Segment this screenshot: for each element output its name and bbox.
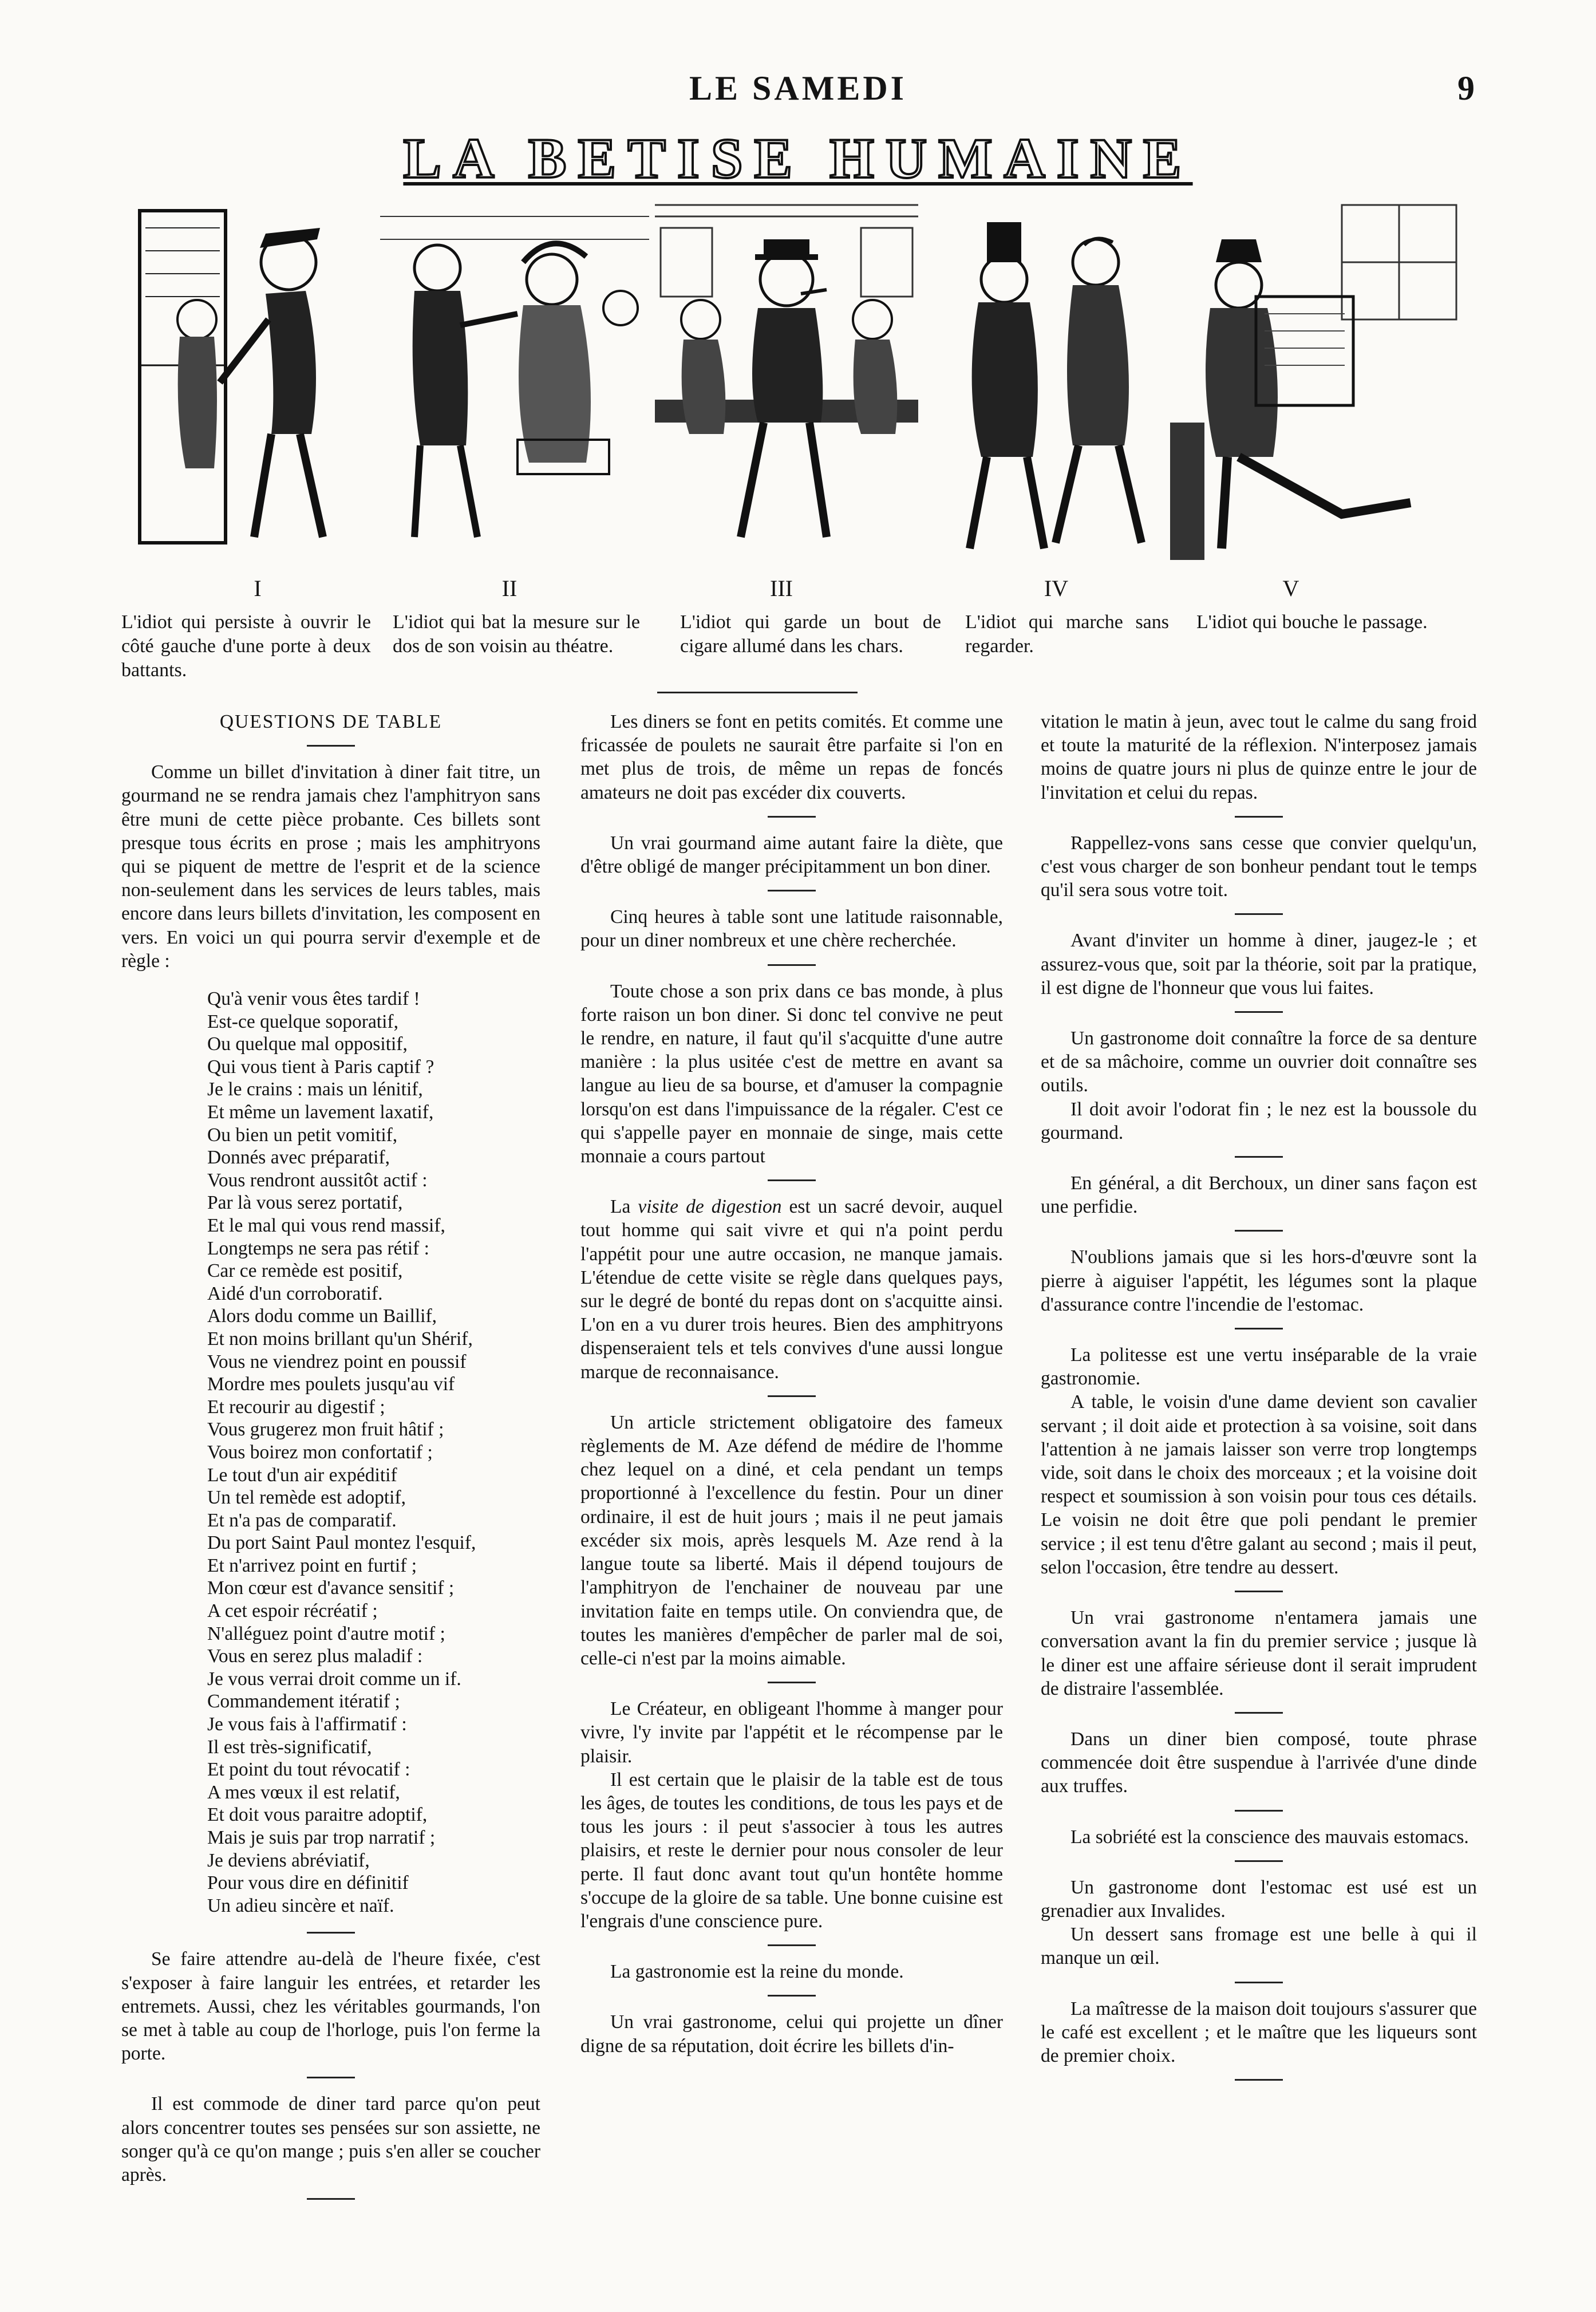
article-column-2 xyxy=(580,710,1003,2058)
section-rule xyxy=(307,2077,355,2078)
paragraph: vitation le matin à jeun, avec tout le calme du sang froid et toute la maturité de la réflexion. N'interposez jamais moins de quatre jours ni plus de quinze entre le jour de l'invitation et celui du repas. xyxy=(1041,711,1477,803)
illustration-panel-1 xyxy=(128,194,374,562)
poem-line: Il est très-significatif, xyxy=(207,1736,372,1758)
section-rule xyxy=(1235,1810,1283,1812)
poem-line: Mordre mes poulets jusqu'au vif xyxy=(207,1374,455,1395)
paragraph: Le Créateur, en obligeant l'homme à manger pour vivre, l'y invite par l'appétit et le récompense par le plaisir. xyxy=(580,1698,1003,1767)
poem-line: Un adieu sincère et naïf. xyxy=(207,1895,394,1916)
paragraph: Un vrai gastronome, celui qui projette un dîner digne de sa réputation, doit écrire les billets d'in- xyxy=(580,2011,1003,2057)
page-header xyxy=(0,69,1596,115)
paragraph: Un article strictement obligatoire des fameux règlements de M. Aze défend de médire de l'homme chez lequel on a diné, et cela pendant un temps proportionné à l'excellence du festin. Pour un diner ordinaire, il est de huit jours ; mais il ne peut jamais excéder six mois, après lesquels M. Aze rend à la langue toute sa liberté. Mais il dépend toujours de l'amphitryon de l'enchainer de nouveau par une invitation faite en temps utile. On conviendra que, de toutes les manières d'empêcher de parler mal de soi, celle-ci n'est par la moins aimable. xyxy=(580,1411,1003,1669)
heading-rule xyxy=(307,745,355,747)
panel-numeral-2: II xyxy=(501,575,517,601)
panel-caption-4: L'idiot qui marche sans regarder. xyxy=(965,611,1169,657)
panel-numeral-1: I xyxy=(254,575,262,601)
poem-line: Car ce remède est positif, xyxy=(207,1260,403,1282)
panel-numeral-5: V xyxy=(1282,575,1299,601)
walking-scene-drawing xyxy=(924,194,1164,562)
paragraph: A table, le voisin d'une dame devient son cavalier servant ; il doit aide et protection à sa voisine, soit dans l'attention à ne jamais laisser son verre trop longtemps vide, soit dans le choix des morceaux ; et la voisine doit respect et soumission à son voisin pour tous ces détails. Le voisin ne doit être que poli pendant le premier service ; il est tenu d'être galant au second ; mais il peut, selon l'occasion, être tendre au dessert. xyxy=(1041,1391,1477,1578)
poem-line: Pour vous dire en définitif xyxy=(207,1872,409,1894)
poem-line: Et point du tout révocatif : xyxy=(207,1759,410,1781)
poem-line: Vous rendront aussitôt actif : xyxy=(207,1169,428,1191)
poem-line: Je vous verrai droit comme un if. xyxy=(207,1668,461,1690)
section-rule xyxy=(768,1179,816,1181)
section-rule xyxy=(1235,1591,1283,1592)
section-rule xyxy=(768,1995,816,1997)
illustration-panel-2 xyxy=(380,194,649,562)
section-rule xyxy=(768,1944,816,1946)
illustration-panel-3 xyxy=(655,194,918,562)
poem-line: Commandement itératif ; xyxy=(207,1691,400,1713)
poem-line: Ou quelque mal oppositif, xyxy=(207,1033,408,1055)
paragraph: N'oublions jamais que si les hors-d'œuvre sont la pierre à aiguiser l'appétit, les légumes sont la plaque d'assurance contre l'incendie de l'estomac. xyxy=(1041,1246,1477,1315)
section-rule xyxy=(1235,1712,1283,1714)
blocking-passage-scene-drawing xyxy=(1170,194,1475,562)
page-number: 9 xyxy=(1457,69,1475,107)
article-column-3 xyxy=(1041,710,1477,2094)
poem-line: Du port Saint Paul montez l'esquif, xyxy=(207,1532,476,1554)
section-rule xyxy=(1235,1982,1283,1983)
poem-line: Et non moins brillant qu'un Shérif, xyxy=(207,1328,473,1350)
paragraph-rest: est un sacré devoir, auquel tout homme qui sait vivre et qui n'a point perdu l'appétit pour une autre occasion, ne manque jamais. L'étendue de cette visite se règle dans quelques pays, sur le degré de bonté du repas dont on s'acquitte ainsi. L'on en a vu durer trois heures. Bien des amphitryons dispenseraient tels et tels convives d'une aussi longue marque de reconnaisance. xyxy=(580,1196,1004,1383)
panel-caption-3: L'idiot qui garde un bout de cigare allumé dans les chars. xyxy=(680,611,941,657)
publication-name: LE SAMEDI xyxy=(689,69,907,107)
section-rule xyxy=(1235,1328,1283,1329)
paragraph: La gastronomie est la reine du monde. xyxy=(610,1961,904,1983)
article-heading: QUESTIONS DE TABLE xyxy=(219,711,443,732)
panel-numeral-3: III xyxy=(770,575,793,601)
poem-line: Qui vous tient à Paris captif ? xyxy=(207,1056,434,1078)
section-rule xyxy=(1235,1230,1283,1232)
poem-line: Alors dodu comme un Baillif, xyxy=(207,1305,437,1327)
section-rule xyxy=(1235,1860,1283,1862)
paragraph-lead: La xyxy=(610,1196,631,1218)
illustration-panel-5 xyxy=(1170,194,1475,562)
theatre-scene-drawing xyxy=(380,194,649,562)
poem-line: Je le crains : mais un lénitif, xyxy=(207,1079,423,1100)
poem-line: N'alléguez point d'autre motif ; xyxy=(207,1623,445,1644)
section-rule xyxy=(307,1932,355,1934)
section-rule xyxy=(307,2198,355,2200)
poem-line: Et même un lavement laxatif, xyxy=(207,1102,434,1123)
poem-line: Vous grugerez mon fruit hâtif ; xyxy=(207,1419,444,1441)
paragraph: Avant d'inviter un homme à diner, jaugez-le ; et assurez-vous que, soit par la théorie, soit par la pratique, il est digne de l'honneur que vous lui faites. xyxy=(1041,930,1477,999)
poem-line: Le tout d'un air expéditif xyxy=(207,1464,397,1486)
paragraph: Un gastronome dont l'estomac est usé est un grenadier aux Invalides. xyxy=(1041,1876,1477,1922)
italic-phrase: visite de digestion xyxy=(638,1196,782,1218)
section-rule xyxy=(1235,2079,1283,2081)
poem-line: Et n'arrivez point en furtif ; xyxy=(207,1555,417,1576)
paragraph: La sobriété est la conscience des mauvais estomacs. xyxy=(1070,1826,1469,1848)
poem-line: Longtemps ne sera pas rétif : xyxy=(207,1237,429,1259)
section-rule xyxy=(1235,913,1283,915)
paragraph: La politesse est une vertu inséparable de la vraie gastronomie. xyxy=(1041,1344,1477,1390)
paragraph: Il est certain que le plaisir de la table est de tous les âges, de toutes les conditions, de tous les pays et de tous les jours : il peut s'associer à tous les autres plaisirs, et reste le dernier pour nous consoler de leur perte. Il faut donc avant tout qu'un hontête homme s'occupe de la gloire de sa table. Une bonne cuisine est l'engrais d'une conscience pure. xyxy=(580,1769,1003,1932)
poem-line: Un tel remède est adoptif, xyxy=(207,1487,406,1509)
door-scene-drawing xyxy=(128,194,374,562)
poem-line: Mais je suis par trop narratif ; xyxy=(207,1827,436,1848)
paragraph: Dans un diner bien composé, toute phrase commencée doit être suspendue à l'arrivée d'une dinde aux truffes. xyxy=(1041,1728,1477,1797)
paragraph: En général, a dit Berchoux, un diner sans façon est une perfidie. xyxy=(1041,1173,1477,1218)
paragraph xyxy=(580,1195,1003,1384)
section-rule xyxy=(768,890,816,891)
poem-line: Qu'à venir vous êtes tardif ! xyxy=(207,988,420,1010)
poem-line: Donnés avec préparatif, xyxy=(207,1147,390,1169)
paragraph: Un gastronome doit connaître la force de sa denture et de sa mâchoire, comme un ouvrier doit connaître ses outils. xyxy=(1041,1028,1477,1096)
paragraph: Un dessert sans fromage est une belle à qui il manque un œil. xyxy=(1041,1924,1477,1969)
page-title: LA BETISE HUMAINE xyxy=(403,127,1193,190)
poem-line: Est-ce quelque soporatif, xyxy=(207,1011,398,1032)
poem-line: Et n'a pas de comparatif. xyxy=(207,1509,397,1531)
poem-line: Mon cœur est d'avance sensitif ; xyxy=(207,1577,455,1599)
paragraph: Un vrai gastronome n'entamera jamais une conversation avant la fin du premier service ; jusque là le diner est une affaire sérieuse dont il serait imprudent de distraire l'assemblée. xyxy=(1041,1607,1477,1699)
poem-line: Aidé d'un corroboratif. xyxy=(207,1283,383,1304)
paragraph: Il doit avoir l'odorat fin ; le nez est la boussole du gourmand. xyxy=(1041,1098,1477,1143)
section-rule xyxy=(768,816,816,818)
tram-cigar-scene-drawing xyxy=(655,194,918,562)
paragraph: Les diners se font en petits comités. Et comme une fricassée de poulets ne saurait être parfaite si l'on en met plus de trois, de même un repas de foncés amateurs ne doit pas excéder dix couverts. xyxy=(580,711,1003,803)
poem-line: Vous en serez plus maladif : xyxy=(207,1646,423,1667)
poem-line: Vous ne viendrez point en poussif xyxy=(207,1351,467,1372)
section-rule xyxy=(1235,1156,1283,1158)
section-rule xyxy=(768,1395,816,1397)
poem-line: Ou bien un petit vomitif, xyxy=(207,1124,398,1146)
caption-separator xyxy=(657,692,858,693)
panel-caption-1: L'idiot qui persiste à ouvrir le côté gauche d'une porte à deux battants. xyxy=(121,611,371,681)
paragraph: Se faire attendre au-delà de l'heure fixée, c'est s'exposer à faire languir les entrées, et retarder les entremets. Aussi, chez les véritables gourmands, l'on se met à table au coup de l'horloge, puis l'on ferme la porte. xyxy=(121,1948,540,2065)
paragraph: Un vrai gourmand aime autant faire la diète, que d'être obligé de manger précipitamment un bon diner. xyxy=(580,832,1003,878)
paragraph: La maîtresse de la maison doit toujours s'assurer que le café est excellent ; et le maître que les liqueurs sont de premier choix. xyxy=(1041,1998,1477,2066)
poem-line: Par là vous serez portatif, xyxy=(207,1192,403,1214)
poem-line: Et le mal qui vous rend massif, xyxy=(207,1214,445,1236)
poem-line: A mes vœux il est relatif, xyxy=(207,1781,400,1803)
section-rule xyxy=(1235,816,1283,818)
poem-line: A cet espoir récréatif ; xyxy=(207,1600,378,1622)
section-rule xyxy=(1235,1011,1283,1013)
invitation-poem xyxy=(207,988,540,1917)
poem-line: Je vous fais à l'affirmatif : xyxy=(207,1714,407,1735)
illustration-panel-4 xyxy=(924,194,1164,562)
poem-line: Et recourir au digestif ; xyxy=(207,1396,385,1418)
intro-paragraph: Comme un billet d'invitation à diner fait titre, un gourmand ne se rendra jamais chez l'amphitryon sans être muni de cette pièce probante. Ces billets sont presque tous écrits en prose ; mais les amphitryons qui se piquent de mettre de l'esprit et de la science non-seulement dans les services de leurs tables, mais encore dans leurs billets d'invitation, les composent en vers. En voici un qui pourra servir d'exemple et de règle : xyxy=(121,762,540,972)
section-rule xyxy=(768,1682,816,1683)
paragraph: Il est commode de diner tard parce qu'on peut alors concentrer toutes ses pensées sur son assiette, ne songer qu'à ce qu'on mange ; puis s'en aller se coucher après. xyxy=(121,2093,540,2185)
illustration-strip xyxy=(128,194,1475,562)
poem-line: Et doit vous paraitre adoptif, xyxy=(207,1804,428,1826)
paragraph: Cinq heures à table sont une latitude raisonnable, pour un diner nombreux et une chère recherchée. xyxy=(580,906,1003,952)
paragraph: Rappellez-vons sans cesse que convier quelqu'un, c'est vous charger de son bonheur pendant tout le temps qu'il sera sous votre toit. xyxy=(1041,832,1477,901)
poem-line: Je deviens abréviatif, xyxy=(207,1849,370,1871)
panel-numeral-4: IV xyxy=(1044,575,1069,601)
article-column-1 xyxy=(121,710,540,2214)
section-rule xyxy=(768,964,816,966)
panel-caption-2: L'idiot qui bat la mesure sur le dos de son voisin au théatre. xyxy=(393,611,640,657)
paragraph: Toute chose a son prix dans ce bas monde, à plus forte raison un bon diner. Si donc tel convive ne peut le rendre, en nature, il faut qu'il s'acquitte d'une autre manière : la plus usitée c'est de mettre en avant sa langue au lieu de sa bourse, et d'amuser la compagnie lorsqu'on est dans l'impuissance de la régaler. C'est ce qui s'appelle payer en monnaie de singe, mais cette monnaie a cours partout xyxy=(580,980,1003,1167)
poem-line: Vous boirez mon confortatif ; xyxy=(207,1441,433,1463)
panel-caption-5: L'idiot qui bouche le passage. xyxy=(1196,611,1428,633)
